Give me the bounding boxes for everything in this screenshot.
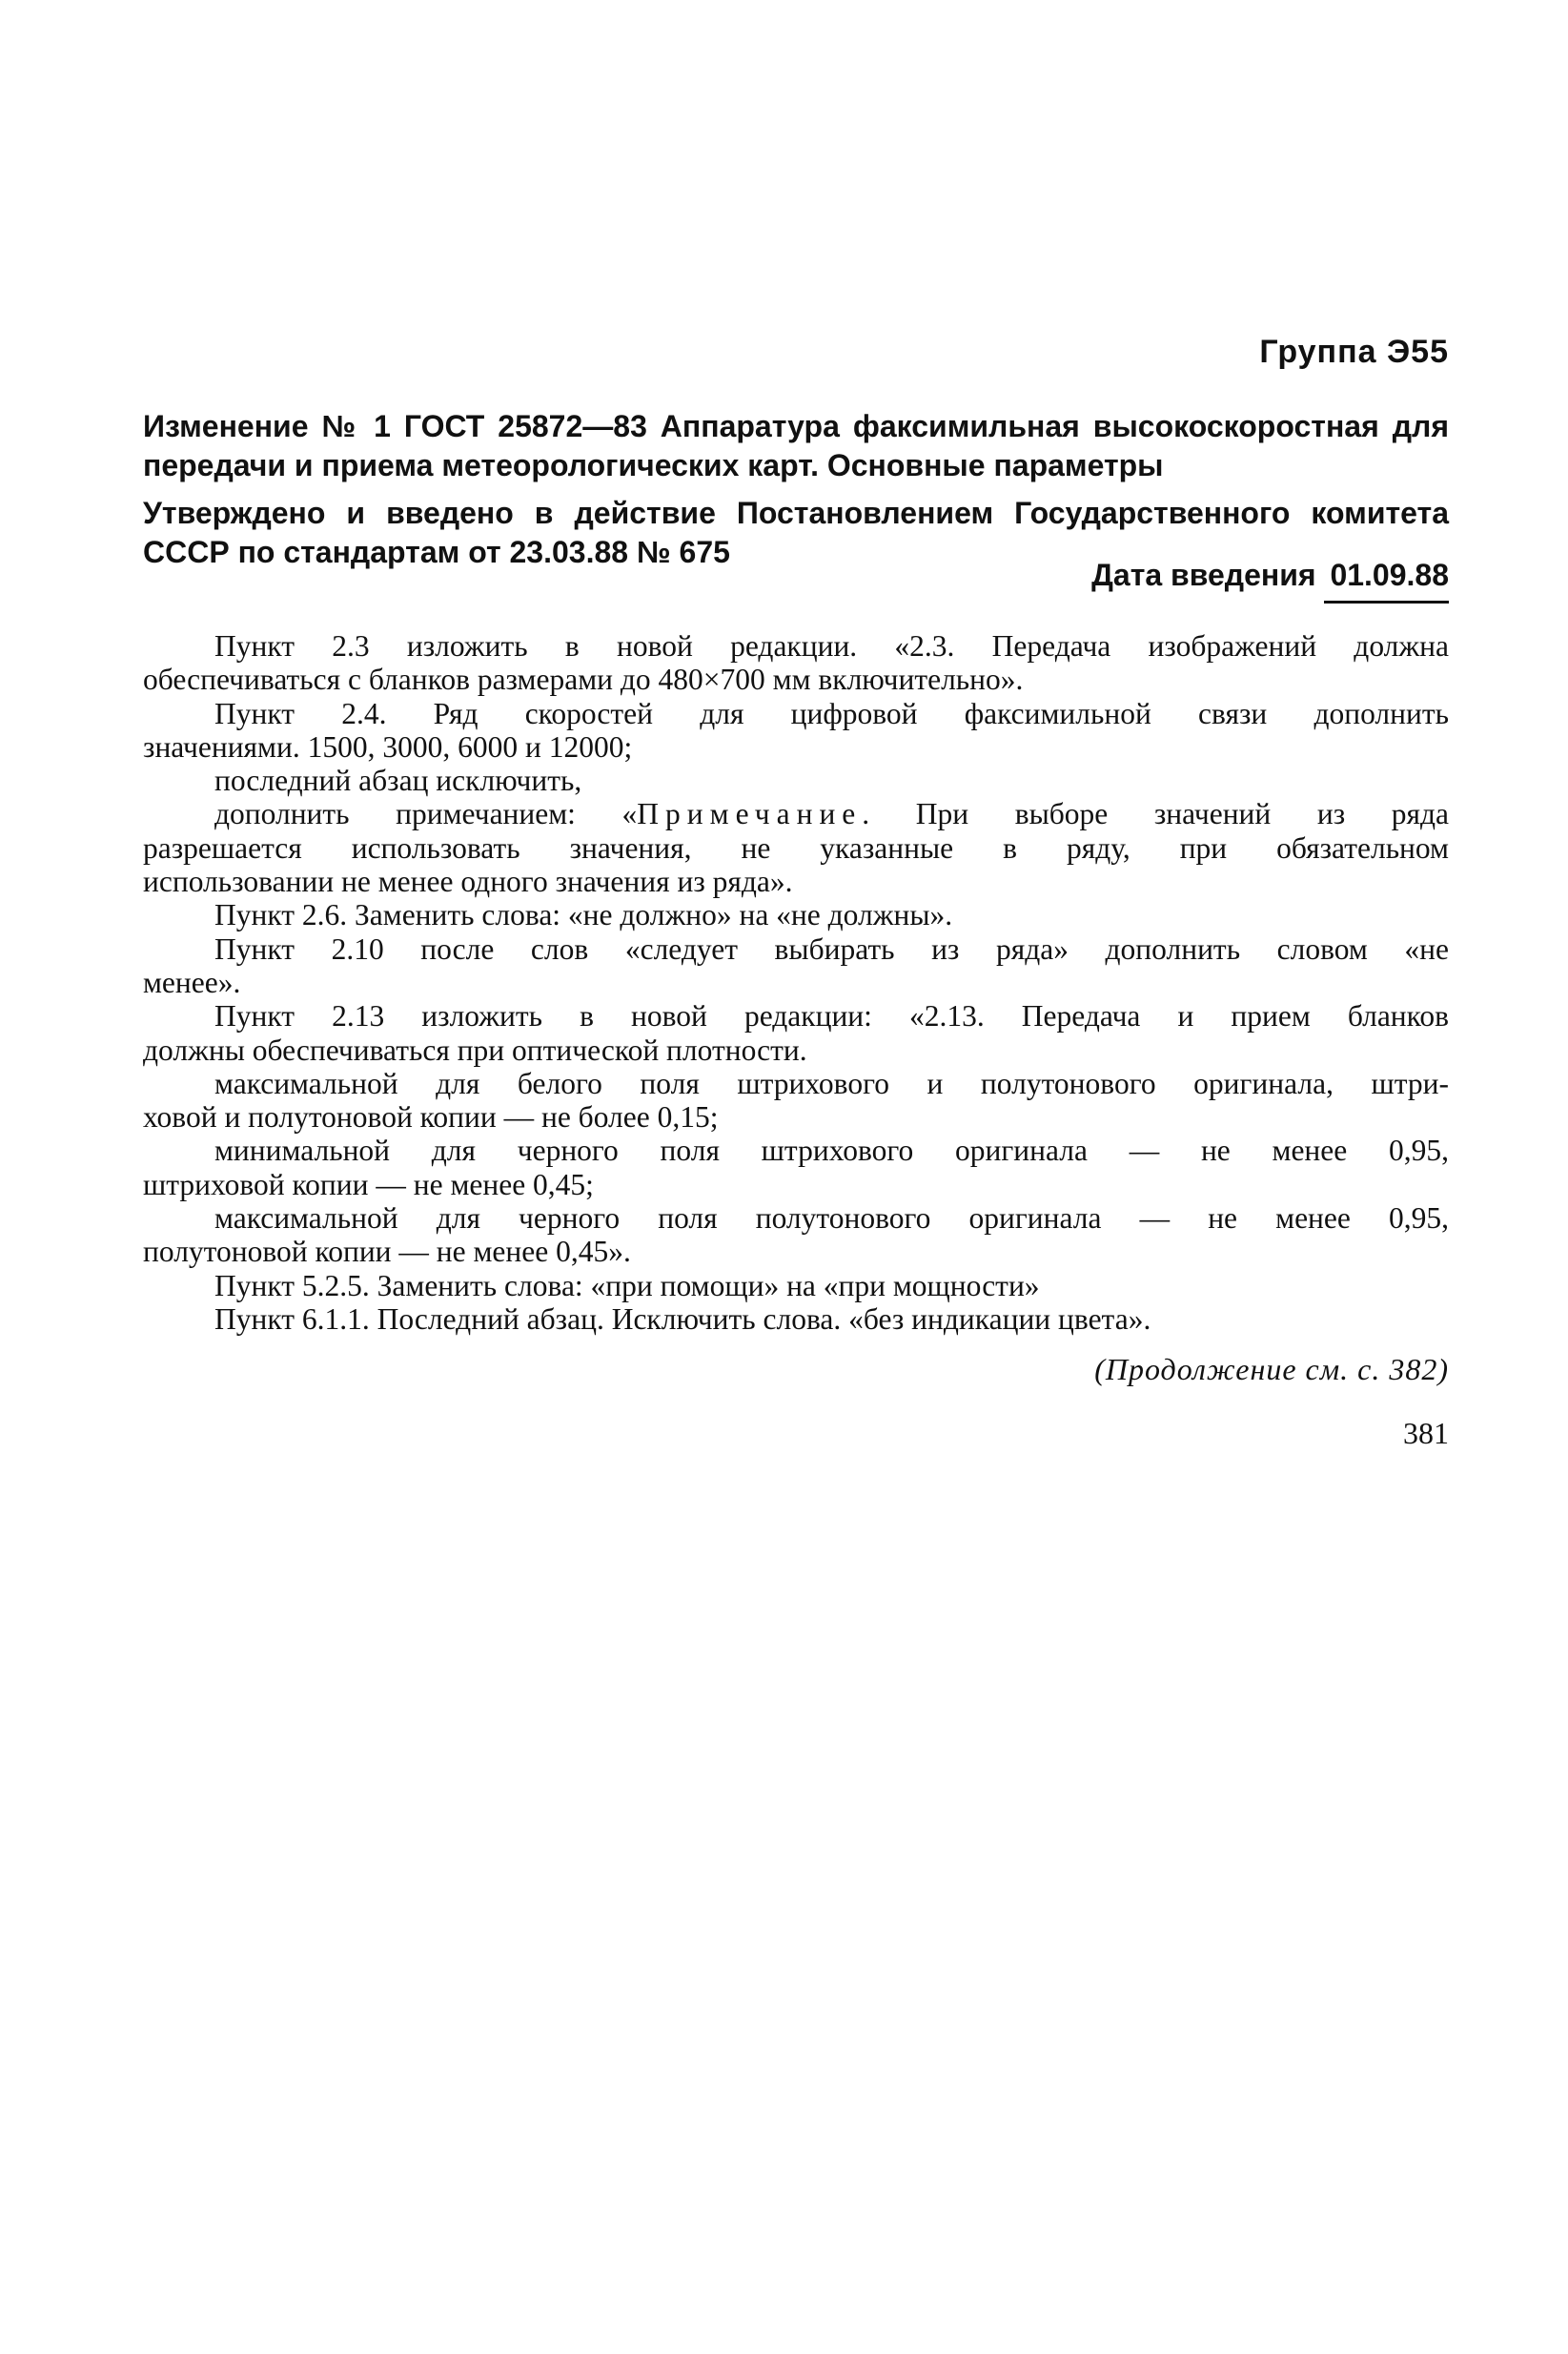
body-line: Пункт 2.10 после слов «следует выбирать из ряда» дополнить словом «не [214, 931, 1449, 966]
body-line: Пункт 5.2.5. Заменить слова: «при помощи» на «при мощности» [214, 1268, 1040, 1302]
body-line: значениями. 1500, 3000, 6000 и 12000; [143, 729, 633, 764]
body-line: полутоновой копии — не менее 0,45». [143, 1235, 631, 1269]
approval-statement: Утверждено и введено в действие Постановлением Государственного комитета СССР по стандартам от 23.03.88 № 675 [143, 496, 1449, 569]
body-line: обеспечиваться с бланков размерами до 480×700 мм включительно». [143, 663, 1024, 697]
body-line: ховой и полутоновой копии — не более 0,15; [143, 1100, 719, 1135]
body-line: Пункт 6.1.1. Последний абзац. Исключить слова. «без индикации цвета». [214, 1301, 1151, 1336]
body-line: Пункт 2.13 изложить в новой редакции: «2.13. Передача и прием бланков [214, 999, 1449, 1034]
body-line: максимальной для белого поля штрихового и полутонового оригинала, штри- [214, 1066, 1449, 1100]
body-line: Пункт 2.4. Ряд скоростей для цифровой факсимильной связи дополнить [214, 696, 1449, 730]
body-line: максимальной для черного поля полутонового оригинала — не менее 0,95, [214, 1201, 1449, 1236]
effective-date-value: 01.09.88 [1324, 556, 1449, 604]
body-line: минимальной для черного поля штрихового оригинала — не менее 0,95, [214, 1134, 1449, 1168]
body-line [143, 797, 1449, 830]
body-line-part: дополнить примечанием: « [214, 797, 638, 831]
page-number: 381 [1403, 1416, 1449, 1450]
document-title: Изменение № 1 ГОСТ 25872—83 Аппаратура факсимильная высокоскоростная для передачи и приема метеорологических карт. Основные параметры [143, 409, 1449, 482]
amendment-body [143, 629, 1449, 1336]
body-line: использовании не менее одного значения из ряда». [143, 865, 793, 899]
body-line: разрешается использовать значения, не указанные в ряду, при обязательном [143, 830, 1449, 865]
body-line: Пункт 2.3 изложить в новой редакции. «2.3. Передача изображений должна [214, 629, 1449, 663]
body-line: должны обеспечиваться при оптической плотности. [143, 1033, 807, 1067]
body-line-part: . При выборе значений из ряда [862, 797, 1449, 831]
body-line: Пункт 2.6. Заменить слова: «не должно» на «не должны». [214, 898, 953, 932]
group-code: Группа Э55 [1259, 334, 1449, 370]
continuation-note: (Продолжение см. с. 382) [1094, 1352, 1449, 1386]
effective-date [1091, 556, 1449, 604]
body-line: последний абзац исключить, [214, 764, 582, 798]
body-line: менее». [143, 965, 241, 999]
note-word: Примечание [637, 797, 863, 831]
body-line: штриховой копии — не менее 0,45; [143, 1167, 594, 1201]
effective-date-label: Дата введения [1091, 558, 1316, 592]
